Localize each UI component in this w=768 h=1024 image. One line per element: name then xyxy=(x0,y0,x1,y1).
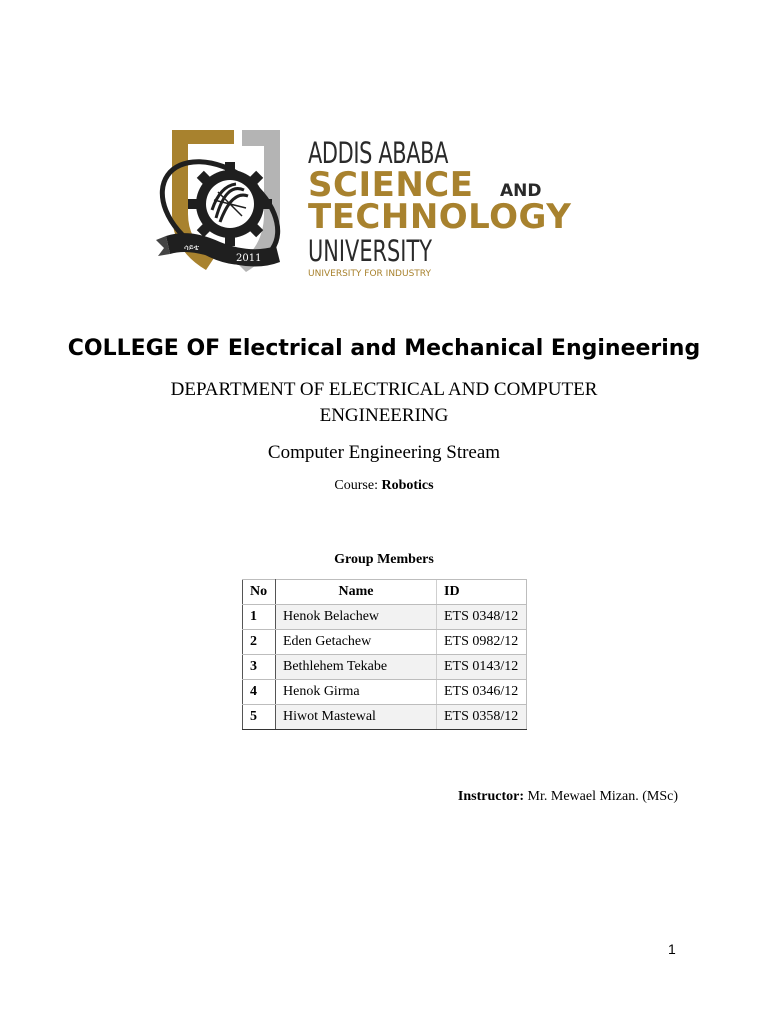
member-no: 3 xyxy=(243,655,276,680)
header-name: Name xyxy=(276,580,437,605)
instructor-label: Instructor: xyxy=(457,789,525,804)
instructor-line xyxy=(458,787,678,807)
table-row xyxy=(243,605,527,630)
instructor-name: Mr. Mewael Mizan. (MSc) xyxy=(527,789,678,804)
course-label: Course: xyxy=(334,478,378,493)
university-logo xyxy=(150,124,620,284)
logo-wordmark xyxy=(308,138,628,278)
member-no: 2 xyxy=(243,630,276,655)
member-id: ETS 0143/12 xyxy=(437,655,527,680)
logo-addis-ababa: ADDIS ABABA xyxy=(308,136,449,170)
header-no: No xyxy=(243,580,276,605)
member-id: ETS 0348/12 xyxy=(437,605,527,630)
page-number: 1 xyxy=(668,941,676,957)
group-members-table xyxy=(242,579,527,730)
university-emblem xyxy=(150,124,285,284)
member-no: 1 xyxy=(243,605,276,630)
member-name: Hiwot Mastewal xyxy=(276,705,437,730)
group-members-title: Group Members xyxy=(334,552,434,567)
member-id: ETS 0358/12 xyxy=(437,705,527,730)
logo-tagline: UNIVERSITY FOR INDUSTRY xyxy=(308,269,431,279)
logo-science: SCIENCE xyxy=(308,165,474,205)
logo-technology: TECHNOLOGY xyxy=(308,197,572,237)
table-row xyxy=(243,680,527,705)
member-no: 5 xyxy=(243,705,276,730)
member-name: Eden Getachew xyxy=(276,630,437,655)
table-row xyxy=(243,630,527,655)
member-id: ETS 0982/12 xyxy=(437,630,527,655)
member-id: ETS 0346/12 xyxy=(437,680,527,705)
table-row xyxy=(243,655,527,680)
member-name: Henok Belachew xyxy=(276,605,437,630)
member-name: Henok Girma xyxy=(276,680,437,705)
course-name: Robotics xyxy=(381,478,434,493)
member-no: 4 xyxy=(243,680,276,705)
table-row xyxy=(243,705,527,730)
member-name: Bethlehem Tekabe xyxy=(276,655,437,680)
logo-university: UNIVERSITY xyxy=(308,234,432,268)
header-id: ID xyxy=(437,580,527,605)
ribbon-script: ሳይቴ xyxy=(184,243,200,252)
stream-title: Computer Engineering Stream xyxy=(267,442,501,463)
course-line xyxy=(0,476,768,496)
table-header-row xyxy=(243,580,527,605)
college-title: COLLEGE OF Electrical and Mechanical Engineering xyxy=(67,336,701,361)
ribbon-year: 2011 xyxy=(236,253,262,264)
department-title: DEPARTMENT OF ELECTRICAL AND COMPUTER ENGINEERING xyxy=(170,379,598,426)
logo-and: AND xyxy=(500,181,542,201)
